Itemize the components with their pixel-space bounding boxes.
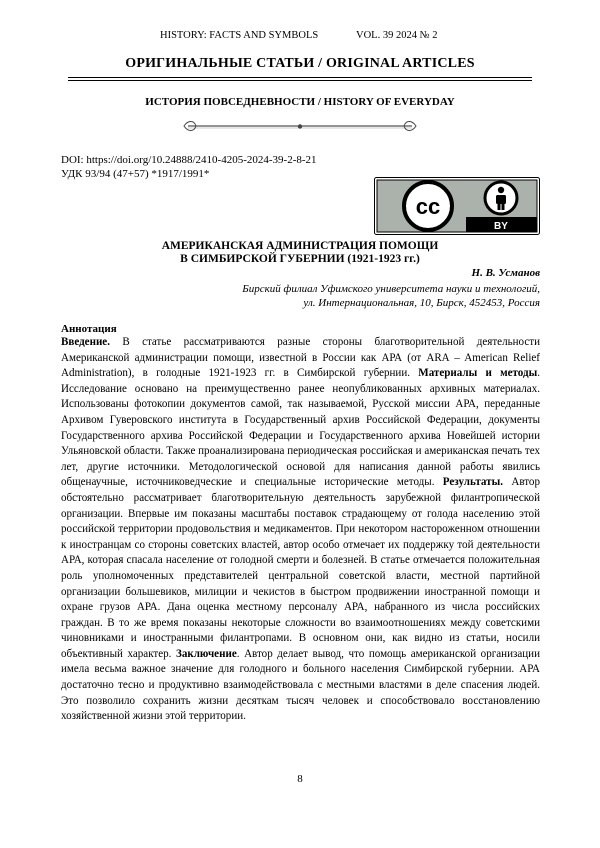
doi-block [61, 153, 317, 181]
udk-code: УДК 93/94 (47+57) *1917/1991* [61, 168, 210, 180]
label-introduction: Введение. [61, 336, 110, 348]
cc-by-license-badge[interactable] [374, 177, 540, 235]
journal-name: HISTORY: FACTS AND SYMBOLS [160, 30, 319, 41]
abstract-body [61, 335, 540, 725]
ornament-divider [180, 118, 420, 134]
author-name: Н. В. Усманов [471, 267, 540, 279]
article-title [0, 240, 600, 266]
abstract-heading: Аннотация [61, 323, 117, 335]
rubric-title: ИСТОРИЯ ПОВСЕДНЕВНОСТИ / HISTORY OF EVERYDAY [145, 96, 455, 108]
label-conclusion: Заключение [176, 647, 237, 660]
text-conclusion: . Автор делает вывод, что помощь американской организации имела весьма важное значение для голодного и больного населения Симбирской губернии. АРА достаточно тесно и продуктивно взаимодействовала с местными властями в деле спасения людей. Это позволило сохранить жизни десяткам тысяч человек и способствовало восстановлению хозяйственной жизни этой территории. [61, 647, 540, 723]
by-label: BY [494, 221, 508, 232]
page-number: 8 [297, 773, 303, 785]
label-methods: Материалы и методы [418, 367, 538, 380]
section-rule-bottom [68, 80, 532, 81]
section-title: ОРИГИНАЛЬНЫЕ СТАТЬИ / ORIGINAL ARTICLES [125, 56, 475, 71]
affiliation-line-1: Бирский филиал Уфимского университета науки и технологий, [242, 283, 540, 295]
doi-link[interactable]: DOI: https://doi.org/10.24888/2410-4205-2024-39-2-8-21 [61, 154, 317, 166]
abstract-paragraph [61, 335, 540, 725]
section-rule-top [68, 77, 532, 78]
cc-label: cc [415, 194, 441, 219]
title-line-1: АМЕРИКАНСКАЯ АДМИНИСТРАЦИЯ ПОМОЩИ [161, 240, 439, 252]
title-line-2: В СИМБИРСКОЙ ГУБЕРНИИ (1921-1923 гг.) [180, 253, 420, 265]
text-results: Автор обстоятельно рассматривает благотворительную деятельность зарубежной филантропической организации. Впервые им показаны масштабы поставок страдающему от голода населению этой российской территории продовольствия и медикаментов. При некотором настороженном отношении к иностранцам со стороны советских властей, автор особо отмечает их поддержку той деятельности АРА, которая спасала население от голодной смерти и болезней. В статье отмечается положительная роль уполномоченных представителей центральной советской власти, местной партийной организации большевиков, милиции и чекистов в быстром продвижении иностранной помощи и охране грузов АРА. Дана оценка местному персоналу АРА, набранного из числа российских граждан. В то же время показаны некоторые сложности во взаимоотношениях между советскими чиновниками и иностранными филантропами. В основном они, как видно из статьи, носили объективный характер. [61, 476, 540, 660]
affiliation [242, 282, 540, 310]
label-results: Результаты. [442, 476, 503, 489]
volume-info: VOL. 39 2024 № 2 [356, 30, 438, 41]
text-introduction: В статье рассматриваются разные стороны благотворительной деятельности Американской администрации помощи, известной в России как АРА (от ARA – American Relief Administration), в голодные 1921-1923 гг. в Симбирской губернии. [61, 336, 540, 380]
affiliation-line-2: ул. Интернациональная, 10, Бирск, 452453, Россия [303, 297, 540, 309]
text-methods: . Исследование основано на преимущественно ранее неопубликованных архивных материалах. Использованы фотокопии документов самой, так называемой, Русской миссии АРА, переданные Архивом Гуверовского института в Государственный архив Российской Федерации, документы Государственного архива Российской Федерации и Государственного архива Новейшей истории Ульяновской области. Также проанализирована периодическая российская и американская печать тех лет, другие источники. Методологической основой для написания данной работы явились общенаучные, источниковедческие и специальные исторические методы. [61, 367, 540, 489]
